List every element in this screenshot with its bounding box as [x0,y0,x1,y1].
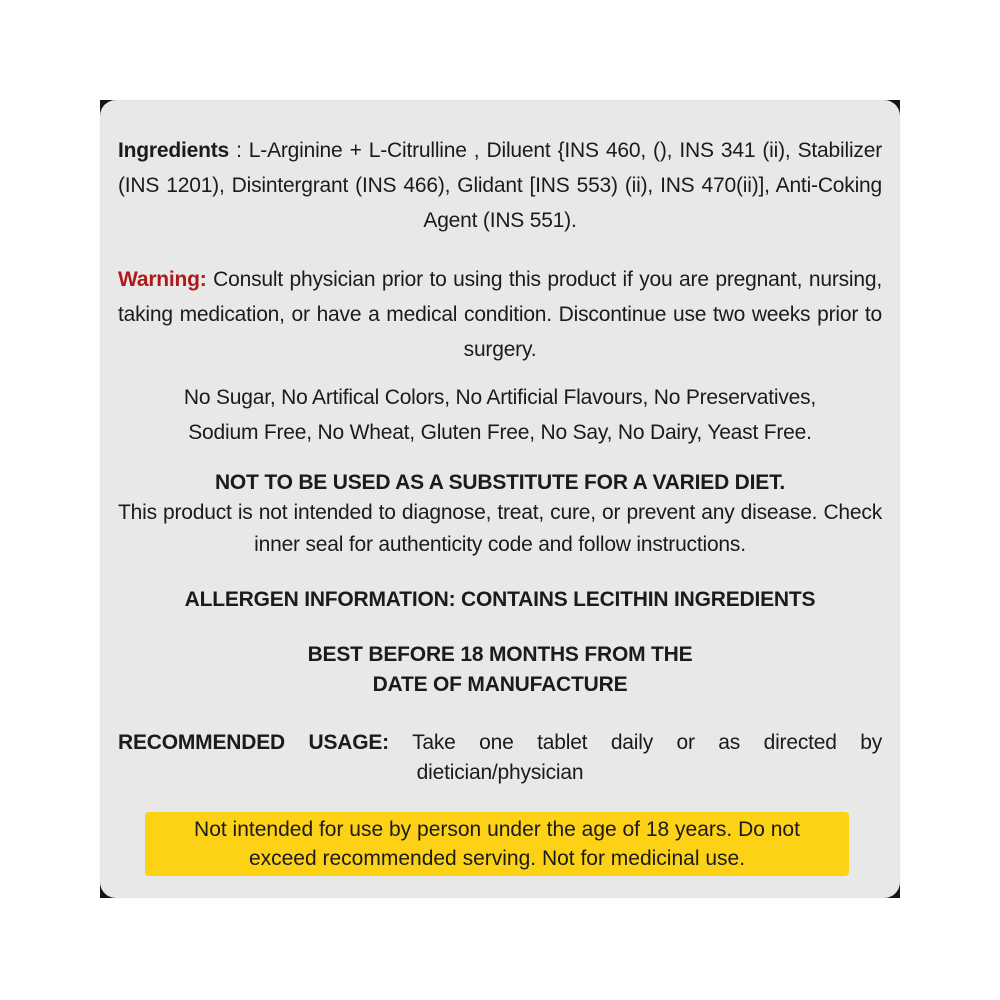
ingredients-text: : L-Arginine + L-Citrulline , Diluent {INS 460, (), INS 341 (ii), Stabilizer (INS 1201), Disintergrant (INS 466), Glidant [INS 553) (ii), INS 470(ii)], Anti-Coking Agent (INS 551). [118,139,882,232]
best-before [118,640,882,700]
diet-heading: NOT TO BE USED AS A SUBSTITUTE FOR A VARIED DIET. [214,471,786,494]
notice-line: Not intended for use by person under the age of 18 years. Do not [194,818,800,841]
age-notice [145,812,849,876]
usage-label: RECOMMENDED USAGE: [118,731,389,754]
free-from-line: No Sugar, No Artifical Colors, No Artificial Flavours, No Preservatives, [183,386,817,409]
warning-section [118,262,882,367]
warning-label: Warning: [118,268,207,291]
best-before-line: DATE OF MANUFACTURE [372,673,628,696]
diet-text: This product is not intended to diagnose, treat, cure, or prevent any disease. Check inner seal for authenticity code and follow instructions. [118,501,882,556]
best-before-line: BEST BEFORE 18 MONTHS FROM THE [307,643,693,666]
usage-section [118,728,882,788]
allergen-info: ALLERGEN INFORMATION: CONTAINS LECITHIN INGREDIENTS [184,588,816,611]
usage-text: Take one tablet daily or as directed by dietician/physician [388,731,883,784]
notice-line: exceed recommended serving. Not for medicinal use. [248,847,746,870]
ingredients-section [118,133,882,238]
ingredients-label: Ingredients [118,139,229,162]
free-from-line: Sodium Free, No Wheat, Gluten Free, No Say, No Dairy, Yeast Free. [188,421,812,444]
warning-text: Consult physician prior to using this product if you are pregnant, nursing, taking medication, or have a medical condition. Discontinue use two weeks prior to surgery. [118,268,882,361]
free-from-section [118,380,882,450]
